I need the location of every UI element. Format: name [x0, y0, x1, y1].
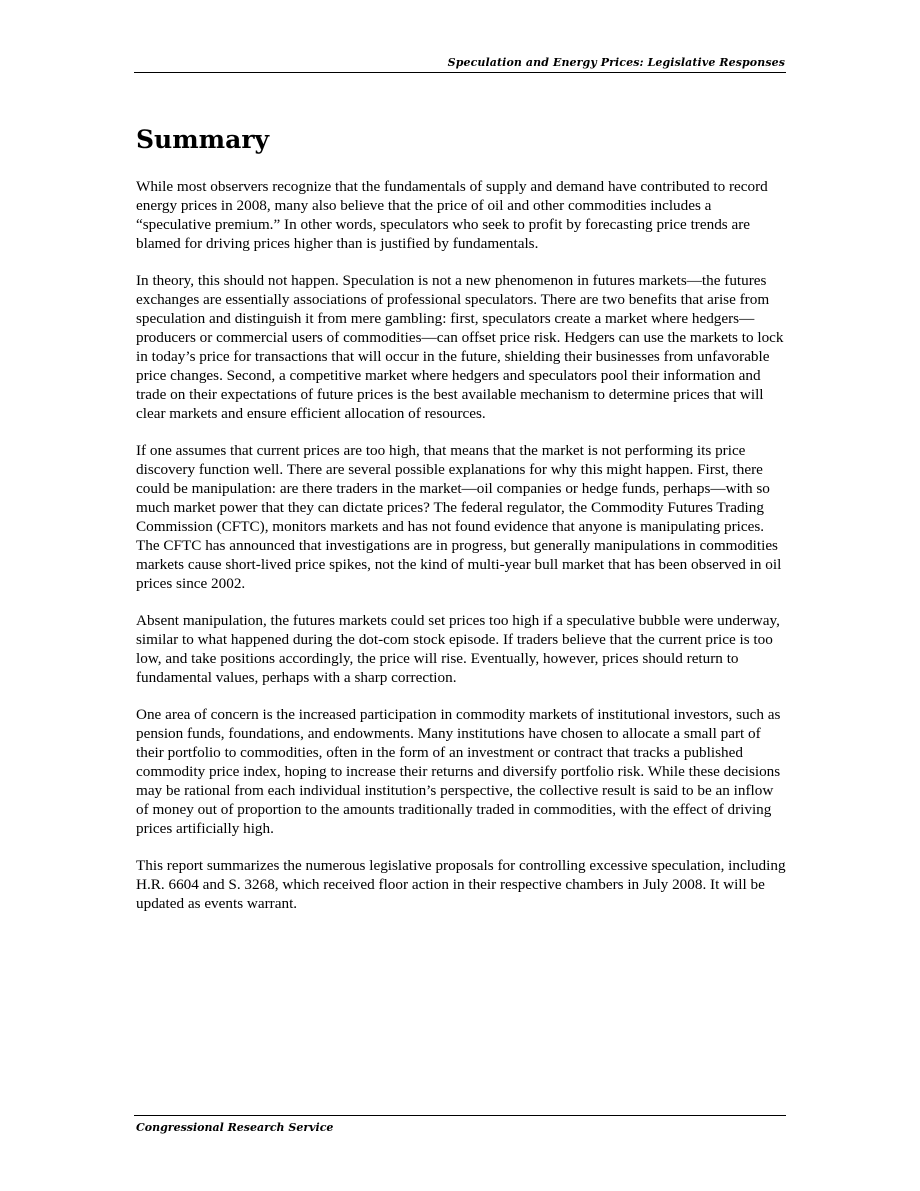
running-header-title: Speculation and Energy Prices: Legislative Responses [447, 56, 785, 69]
summary-paragraph-6: This report summarizes the numerous legislative proposals for controlling excessive speculation, including H.R. 6604 and S. 3268, which received floor action in their respective chambers in July 2008. It will be updated as events warrant. [136, 857, 786, 912]
running-header [134, 56, 786, 73]
summary-paragraph-2: In theory, this should not happen. Speculation is not a new phenomenon in futures markets—the futures exchanges are essentially associations of professional speculators. There are two benefits that arise from speculation and distinguish it from mere gambling: first, speculators create a market where hedgers—producers or commercial users of commodities—can offset price risk. Hedgers can use the markets to lock in today’s price for transactions that will occur in the future, shielding their businesses from unfavorable price changes. Second, a competitive market where hedgers and speculators pool their information and trade on their expectations of future prices is the best available mechanism to determine prices that will clear markets and ensure efficient allocation of resources. [136, 272, 784, 422]
summary-body [136, 177, 788, 931]
running-footer [134, 1115, 786, 1135]
running-footer-publisher: Congressional Research Service [136, 1121, 334, 1134]
summary-paragraph-3: If one assumes that current prices are too high, that means that the market is not performing its price discovery function well. There are several possible explanations for why this might happen. First, there could be manipulation: are there traders in the market—oil companies or hedge funds, perhaps—with so much market power that they can dictate prices? The federal regulator, the Commodity Futures Trading Commission (CFTC), monitors markets and has not found evidence that anyone is manipulating prices. The CFTC has announced that investigations are in progress, but generally manipulations in commodities markets cause short-lived price spikes, not the kind of multi-year bull market that has been observed in oil prices since 2002. [136, 442, 782, 592]
page-title: Summary [136, 125, 270, 154]
summary-paragraph-4: Absent manipulation, the futures markets could set prices too high if a speculative bubble were underway, similar to what happened during the dot-com stock episode. If traders believe that the current price is too low, and take positions accordingly, the price will rise. Eventually, however, prices should return to fundamental values, perhaps with a sharp correction. [136, 612, 780, 686]
summary-paragraph-5: One area of concern is the increased participation in commodity markets of institutional investors, such as pension funds, foundations, and endowments. Many institutions have chosen to allocate a small part of their portfolio to commodities, often in the form of an investment or contract that tracks a published commodity price index, hoping to increase their returns and diversify portfolio risk. While these decisions may be rational from each individual institution’s perspective, the collective result is said to be an inflow of money out of proportion to the amounts traditionally traded in commodities, with the effect of driving prices artificially high. [136, 706, 781, 837]
summary-paragraph-1: While most observers recognize that the fundamentals of supply and demand have contributed to record energy prices in 2008, many also believe that the price of oil and other commodities includes a “speculative premium.” In other words, speculators who seek to profit by forecasting price trends are blamed for driving prices higher than is justified by fundamentals. [136, 178, 768, 252]
